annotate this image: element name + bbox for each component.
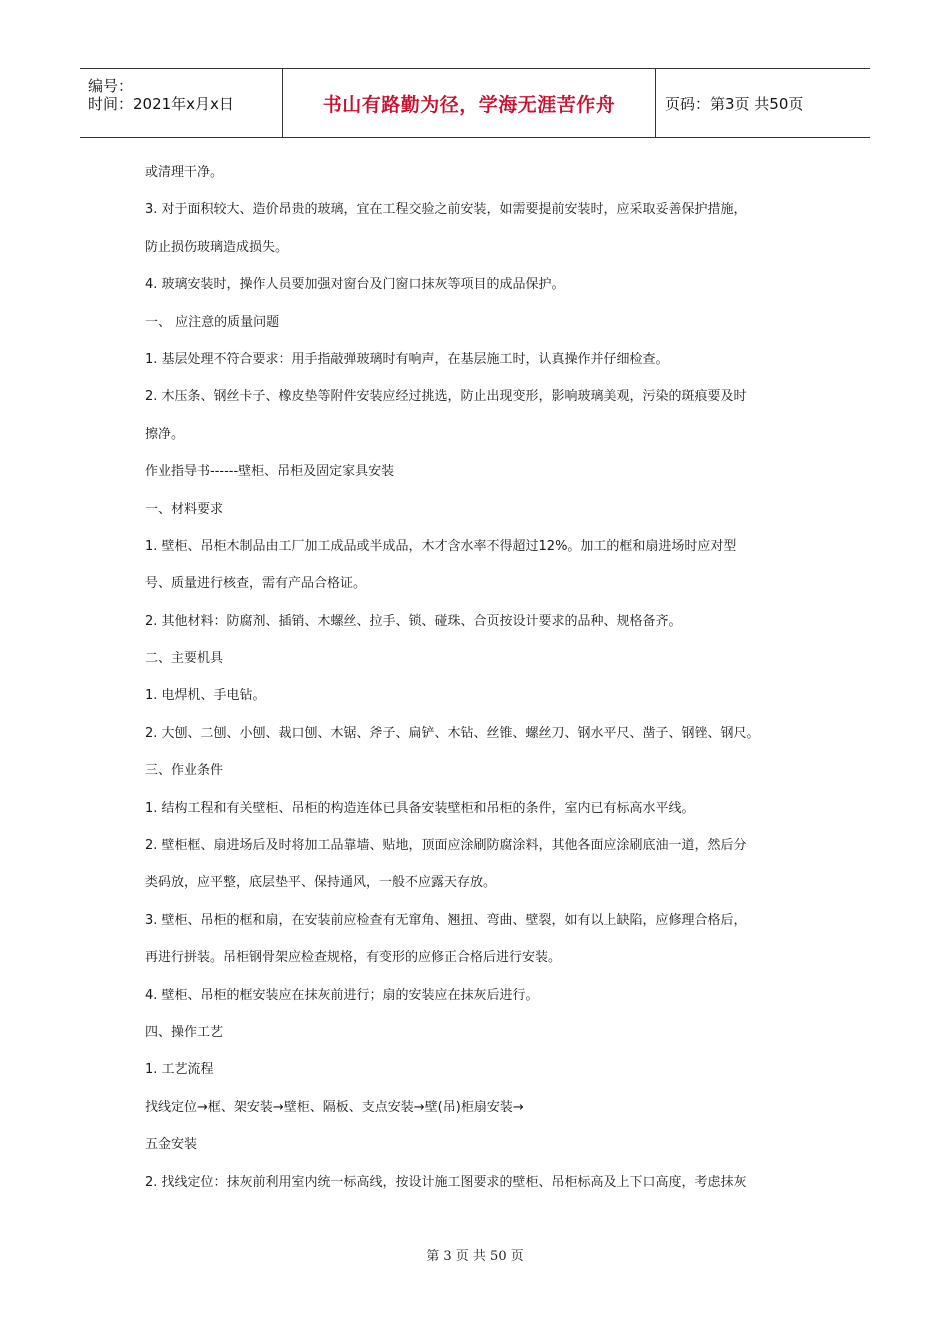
section-heading: 三、作业条件 xyxy=(145,763,224,779)
paragraph-line: 号、质量进行核查，需有产品合格证。 xyxy=(145,576,367,592)
paragraph-line: 擦净。 xyxy=(145,426,185,442)
header-motto-cell xyxy=(282,69,656,137)
paragraph-line: 或清理干净。 xyxy=(145,165,224,180)
paragraph-line: 4. 玻璃安装时，操作人员要加强对窗台及门窗口抹灰等项目的成品保护。 xyxy=(145,277,565,293)
document-header xyxy=(80,68,870,138)
section-heading: 二、主要机具 xyxy=(145,651,224,667)
page-footer: 第 3 页 共 50 页 xyxy=(426,1249,524,1264)
paragraph-line: 再进行拼装。吊柜钢骨架应检查规格，有变形的应修正合格后进行安装。 xyxy=(145,950,562,966)
section-heading: 一、 应注意的质量问题 xyxy=(145,314,280,330)
paragraph-line: 1. 壁柜、吊柜木制品由工厂加工成品或半成品，木才含水率不得超过12%。加工的框和扇进场时应对型 xyxy=(145,538,737,554)
header-motto: 书山有路勤为径，学海无涯苦作舟 xyxy=(322,93,616,116)
document-date: 时间：2021年x月x日 xyxy=(88,95,234,113)
paragraph-line: 2. 壁柜框、扇进场后及时将加工品靠墙、贴地，顶面应涂刷防腐涂料，其他各面应涂刷底油一道，然后分 xyxy=(145,838,747,854)
paragraph-line: 防止损伤玻璃造成损失。 xyxy=(145,239,289,255)
paragraph-line: 3. 壁柜、吊柜的框和扇，在安装前应检查有无窜角、翘扭、弯曲、壁裂，如有以上缺陷，应修理合格后， xyxy=(145,912,747,928)
section-heading: 四、操作工艺 xyxy=(145,1024,224,1040)
paragraph-line: 1. 结构工程和有关壁柜、吊柜的构造连体已具备安装壁柜和吊柜的条件，室内已有标高水平线。 xyxy=(145,800,695,816)
document-number-label: 编号： xyxy=(88,77,134,95)
paragraph-line: 4. 壁柜、吊柜的框安装应在抹灰前进行；扇的安装应在抹灰后进行。 xyxy=(145,987,539,1003)
header-meta-cell xyxy=(80,69,282,137)
document-body xyxy=(145,154,825,1201)
paragraph-line: 3. 对于面积较大、造价昂贵的玻璃，宜在工程交验之前安装，如需要提前安装时，应采取妥善保护措施， xyxy=(145,202,747,218)
section-heading: 一、材料要求 xyxy=(145,501,224,517)
header-page-cell xyxy=(655,69,870,137)
document-subtitle: 作业指导书------壁柜、吊柜及固定家具安装 xyxy=(145,464,395,480)
paragraph-line: 1. 电焊机、手电钻。 xyxy=(145,688,266,704)
paragraph-line: 2. 木压条、钢丝卡子、橡皮垫等附件安装应经过挑选，防止出现变形，影响玻璃美观，污染的斑痕要及时 xyxy=(145,389,747,405)
paragraph-line: 类码放，应平整，底层垫平、保持通风，一般不应露天存放。 xyxy=(145,875,497,891)
paragraph-line: 2. 其他材料：防腐剂、插销、木螺丝、拉手、锁、碰珠、合页按设计要求的品种、规格备齐。 xyxy=(145,613,682,629)
paragraph-line: 2. 找线定位：抹灰前利用室内统一标高线，按设计施工图要求的壁柜、吊柜标高及上下口高度，考虑抹灰 xyxy=(145,1174,747,1190)
paragraph-line: 五金安装 xyxy=(145,1137,198,1153)
paragraph-line: 找线定位→框、架安装→壁柜、隔板、支点安装→壁(吊)柜扇安装→ xyxy=(145,1099,524,1115)
paragraph-line: 1. 工艺流程 xyxy=(145,1062,214,1078)
paragraph-line: 2. 大刨、二刨、小刨、裁口刨、木锯、斧子、扁铲、木钻、丝锥、螺丝刀、钢水平尺、凿子、钢锉、钢尺。 xyxy=(145,725,760,741)
header-page-info: 页码：第3页 共50页 xyxy=(665,94,804,113)
paragraph-line: 1. 基层处理不符合要求：用手指敲弹玻璃时有响声，在基层施工时，认真操作并仔细检查。 xyxy=(145,351,669,367)
